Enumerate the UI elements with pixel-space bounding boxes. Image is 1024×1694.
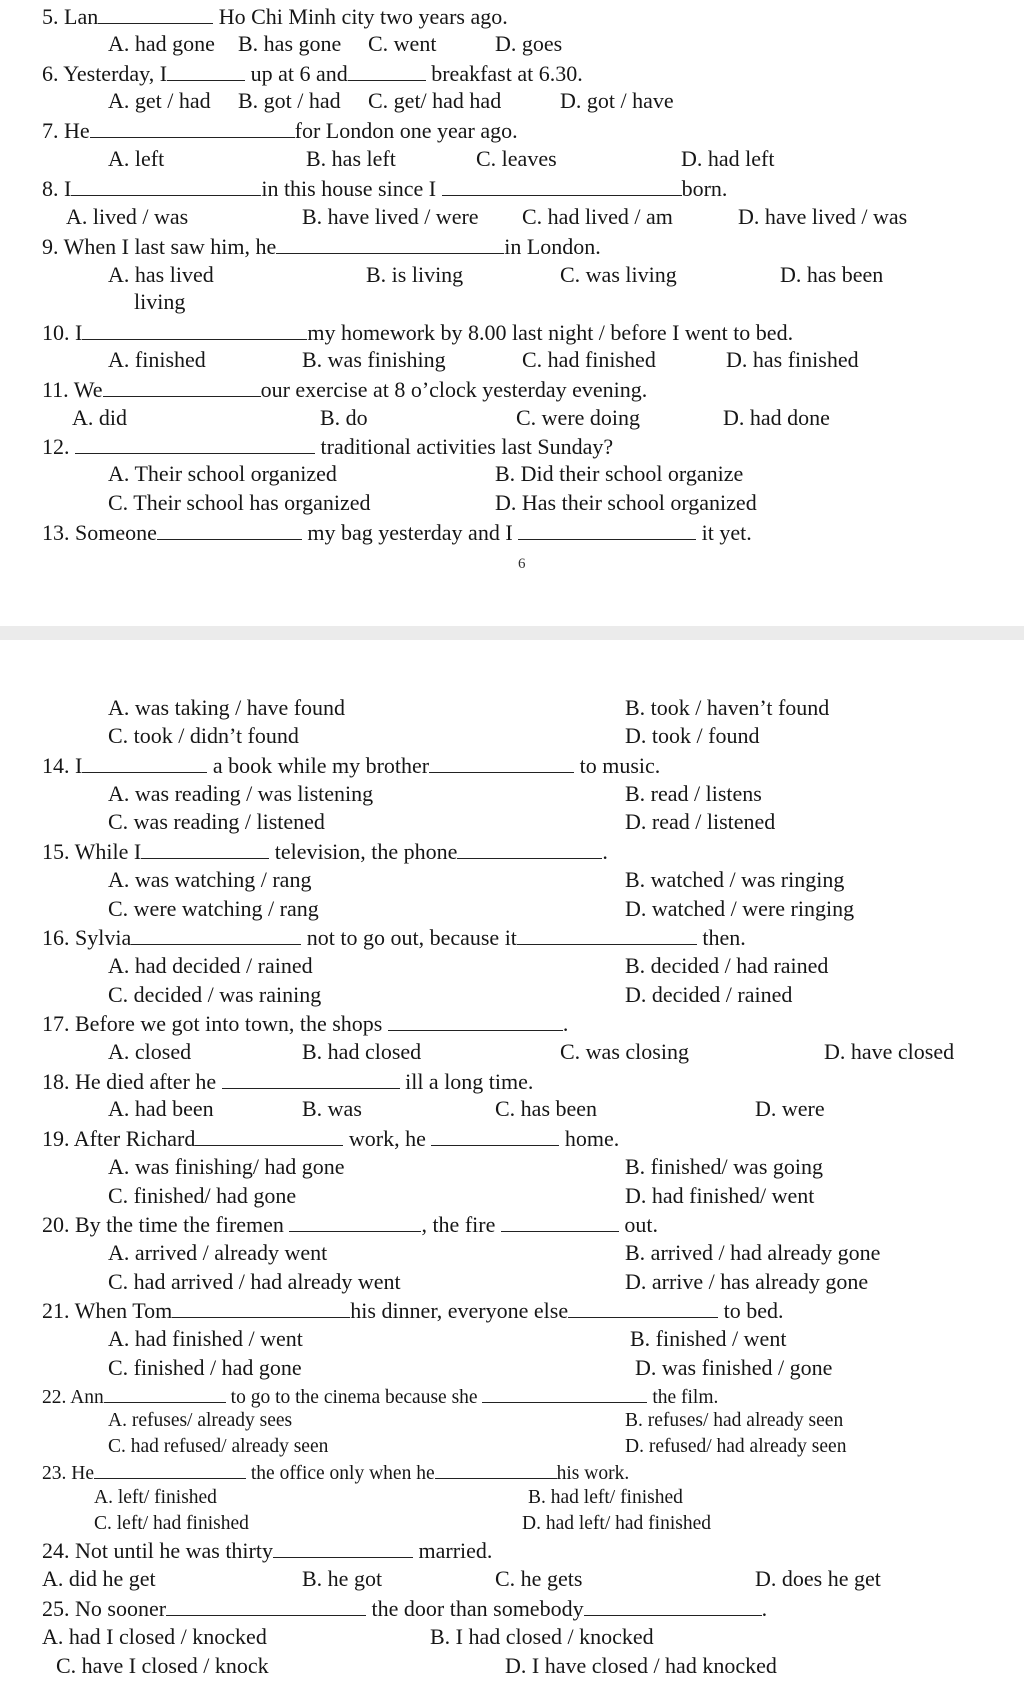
option-c: C. were watching / rang [108, 896, 319, 921]
option-d: D. took / found [625, 723, 760, 748]
option-c: C. had lived / am [522, 204, 673, 229]
option-b: B. watched / was ringing [625, 867, 845, 892]
option-c: C. decided / was raining [108, 982, 322, 1007]
answer-blank [104, 1384, 226, 1403]
answer-blank [482, 1384, 647, 1403]
option-a: A. was watching / rang [108, 867, 312, 892]
option-b: B. have lived / were [302, 204, 479, 229]
option-d: D. arrive / has already gone [625, 1269, 869, 1294]
answer-blank [90, 117, 295, 138]
option-c: C. he gets [495, 1566, 583, 1591]
option-b: B. finished / went [630, 1326, 787, 1351]
option-c: C. had refused/ already seen [108, 1436, 329, 1457]
answer-blank [435, 1460, 557, 1479]
option-c: C. left/ had finished [94, 1513, 249, 1534]
answer-blank [457, 838, 602, 859]
option-b: B. got / had [238, 88, 341, 113]
option-c: C. had finished [522, 347, 656, 372]
option-c: C. was closing [560, 1039, 689, 1064]
option-d: D. goes [495, 31, 563, 56]
option-a: A. refuses/ already sees [108, 1410, 293, 1431]
question-16: 16. Sylvia not to go out, because it then. [42, 925, 746, 950]
question-6: 6. Yesterday, I up at 6 and breakfast at 6.30. [42, 61, 583, 86]
option-b: B. arrived / had already gone [625, 1240, 881, 1265]
worksheet-page-7 [0, 640, 1024, 1694]
option-d: D. had finished/ went [625, 1183, 815, 1208]
answer-blank [94, 1460, 246, 1479]
question-7: 7. He for London one year ago. [42, 118, 518, 143]
option-c: C. was living [560, 262, 677, 287]
answer-blank [388, 1010, 563, 1031]
option-b: B. was [302, 1096, 362, 1121]
option-b: B. read / listens [625, 781, 762, 806]
option-d: D. had done [723, 405, 830, 430]
option-b: B. had left/ finished [528, 1487, 683, 1508]
page-divider [0, 626, 1024, 640]
answer-blank [518, 519, 696, 540]
option-a: A. has lived [108, 262, 214, 287]
option-b: B. he got [302, 1566, 383, 1591]
option-d-continued: living [134, 289, 186, 314]
option-d: D. have closed [824, 1039, 955, 1064]
option-d: D. Has their school organized [495, 490, 757, 515]
option-c: C. had arrived / had already went [108, 1269, 401, 1294]
answer-blank [568, 1297, 718, 1318]
question-8: 8. I in this house since I born. [42, 176, 728, 201]
question-9: 9. When I last saw him, he in London. [42, 234, 601, 259]
option-c: C. finished / had gone [108, 1355, 302, 1380]
question-15: 15. While I television, the phone . [42, 839, 608, 864]
option-b: B. was finishing [302, 347, 446, 372]
option-d: D. have lived / was [738, 204, 908, 229]
question-24: 24. Not until he was thirty married. [42, 1538, 493, 1563]
option-a: A. had finished / went [108, 1326, 303, 1351]
option-a: A. was taking / have found [108, 695, 346, 720]
question-19: 19. After Richard work, he home. [42, 1126, 620, 1151]
option-c: C. took / didn’t found [108, 723, 299, 748]
answer-blank [348, 60, 426, 81]
option-c: C. was reading / listened [108, 809, 325, 834]
answer-blank [501, 1211, 619, 1232]
option-a: A. arrived / already went [108, 1240, 328, 1265]
answer-blank [82, 319, 307, 340]
option-b: B. is living [366, 262, 464, 287]
option-a: A. was reading / was listening [108, 781, 374, 806]
option-d: D. does he get [755, 1566, 881, 1591]
option-b: B. I had closed / knocked [430, 1624, 654, 1649]
answer-blank [431, 1125, 559, 1146]
question-12: 12. traditional activities last Sunday? [42, 434, 614, 459]
option-a: A. left [108, 146, 165, 171]
option-a: A. get / had [108, 88, 211, 113]
answer-blank [141, 838, 269, 859]
option-c: C. get/ had had [368, 88, 502, 113]
option-d: D. decided / rained [625, 982, 793, 1007]
option-a: A. did he get [42, 1566, 156, 1591]
option-d: D. has been [780, 262, 884, 287]
option-d: D. refused/ had already seen [625, 1436, 847, 1457]
question-23: 23. He the office only when he his work. [42, 1460, 629, 1486]
option-c: C. Their school has organized [108, 490, 371, 515]
answer-blank [289, 1211, 421, 1232]
option-c: C. have I closed / knock [56, 1653, 269, 1678]
answer-blank [166, 1595, 366, 1616]
option-a: A. had been [108, 1096, 214, 1121]
option-b: B. finished/ was going [625, 1154, 823, 1179]
answer-blank [195, 1125, 343, 1146]
option-a: A. did [72, 405, 127, 430]
option-d: D. got / have [560, 88, 674, 113]
question-21: 21. When Tom his dinner, everyone else to bed. [42, 1298, 784, 1323]
option-d: D. were [755, 1096, 825, 1121]
option-c: C. finished/ had gone [108, 1183, 297, 1208]
option-b: B. decided / had rained [625, 953, 829, 978]
answer-blank [429, 752, 574, 773]
question-20: 20. By the time the firemen , the fire out. [42, 1212, 658, 1237]
answer-blank [75, 433, 315, 454]
option-d: D. read / listened [625, 809, 776, 834]
answer-blank [98, 3, 213, 24]
answer-blank [276, 233, 504, 254]
option-c: C. leaves [476, 146, 557, 171]
option-d: D. has finished [726, 347, 859, 372]
option-a: A. left/ finished [94, 1487, 217, 1508]
answer-blank [273, 1537, 413, 1558]
option-d: D. I have closed / had knocked [505, 1653, 777, 1678]
question-11: 11. We our exercise at 8 o’clock yesterday evening. [42, 377, 648, 402]
option-a: A. had gone [108, 31, 215, 56]
option-d: D. watched / were ringing [625, 896, 855, 921]
question-10: 10. I my homework by 8.00 last night / before I went to bed. [42, 320, 794, 345]
option-b: B. refuses/ had already seen [625, 1410, 844, 1431]
option-d: D. had left [681, 146, 775, 171]
question-17: 17. Before we got into town, the shops . [42, 1011, 569, 1036]
option-b: B. had closed [302, 1039, 422, 1064]
answer-blank [172, 1297, 350, 1318]
option-b: B. has left [306, 146, 396, 171]
question-25: 25. No sooner the door than somebody . [42, 1596, 768, 1621]
option-d: D. was finished / gone [635, 1355, 833, 1380]
question-13: 13. Someone my bag yesterday and I it yet. [42, 520, 752, 545]
option-a: A. finished [108, 347, 206, 372]
option-b: B. do [320, 405, 368, 430]
question-22: 22. Ann to go to the cinema because she the film. [42, 1384, 718, 1410]
option-d: D. had left/ had finished [522, 1513, 711, 1534]
answer-blank [71, 175, 261, 196]
option-c: C. were doing [516, 405, 641, 430]
answer-blank [517, 924, 697, 945]
question-18: 18. He died after he ill a long time. [42, 1069, 534, 1094]
answer-blank [157, 519, 302, 540]
page-number: 6 [518, 556, 526, 572]
option-a: A. lived / was [66, 204, 189, 229]
answer-blank [82, 752, 207, 773]
option-a: A. Their school organized [108, 461, 337, 486]
worksheet-page-6 [0, 0, 1024, 626]
option-b: B. Did their school organize [495, 461, 744, 486]
option-a: A. had I closed / knocked [42, 1624, 267, 1649]
option-b: B. has gone [238, 31, 342, 56]
question-14: 14. I a book while my brother to music. [42, 753, 661, 778]
answer-blank [167, 60, 245, 81]
option-c: C. went [368, 31, 437, 56]
option-b: B. took / haven’t found [625, 695, 830, 720]
option-a: A. was finishing/ had gone [108, 1154, 345, 1179]
option-a: A. closed [108, 1039, 192, 1064]
option-c: C. has been [495, 1096, 598, 1121]
answer-blank [442, 175, 682, 196]
answer-blank [131, 924, 301, 945]
answer-blank [222, 1068, 400, 1089]
question-5: 5. Lan Ho Chi Minh city two years ago. [42, 4, 508, 29]
answer-blank [584, 1595, 762, 1616]
answer-blank [103, 376, 261, 397]
option-a: A. had decided / rained [108, 953, 313, 978]
